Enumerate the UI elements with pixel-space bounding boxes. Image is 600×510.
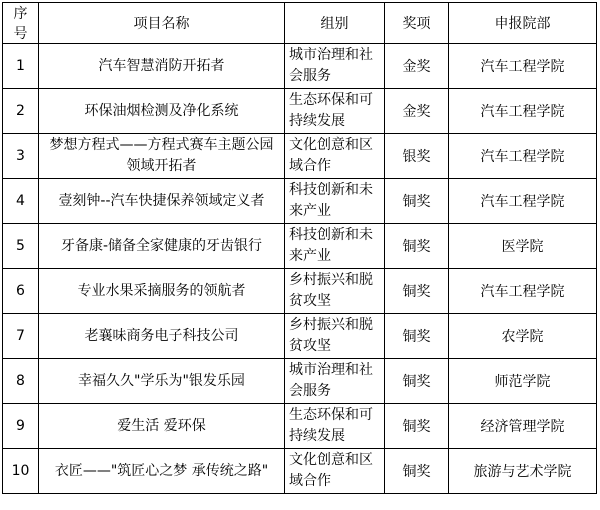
cell-index: 7 bbox=[3, 314, 39, 359]
cell-group: 科技创新和未来产业 bbox=[285, 179, 385, 224]
table-row bbox=[3, 134, 597, 179]
cell-group: 科技创新和未来产业 bbox=[285, 224, 385, 269]
cell-award: 银奖 bbox=[385, 134, 449, 179]
cell-department: 医学院 bbox=[449, 224, 597, 269]
cell-group: 生态环保和可持续发展 bbox=[285, 404, 385, 449]
cell-group: 乡村振兴和脱贫攻坚 bbox=[285, 269, 385, 314]
cell-index: 8 bbox=[3, 359, 39, 404]
table-row bbox=[3, 449, 597, 494]
cell-department: 旅游与艺术学院 bbox=[449, 449, 597, 494]
table-row bbox=[3, 359, 597, 404]
cell-award: 铜奖 bbox=[385, 314, 449, 359]
cell-group: 文化创意和区域合作 bbox=[285, 134, 385, 179]
header-index: 序号 bbox=[3, 3, 39, 44]
cell-department: 汽车工程学院 bbox=[449, 269, 597, 314]
cell-project-name: 专业水果采摘服务的领航者 bbox=[39, 269, 285, 314]
awards-table bbox=[2, 2, 597, 494]
cell-award: 铜奖 bbox=[385, 269, 449, 314]
cell-project-name: 衣匠——"筑匠心之梦 承传统之路" bbox=[39, 449, 285, 494]
cell-project-name: 幸福久久"学乐为"银发乐园 bbox=[39, 359, 285, 404]
cell-department: 经济管理学院 bbox=[449, 404, 597, 449]
cell-project-name: 汽车智慧消防开拓者 bbox=[39, 44, 285, 89]
table-row bbox=[3, 314, 597, 359]
cell-group: 乡村振兴和脱贫攻坚 bbox=[285, 314, 385, 359]
cell-index: 9 bbox=[3, 404, 39, 449]
table-row bbox=[3, 89, 597, 134]
cell-project-name: 牙备康-储备全家健康的牙齿银行 bbox=[39, 224, 285, 269]
cell-department: 汽车工程学院 bbox=[449, 89, 597, 134]
cell-index: 1 bbox=[3, 44, 39, 89]
table-row bbox=[3, 44, 597, 89]
cell-group: 城市治理和社会服务 bbox=[285, 359, 385, 404]
cell-index: 2 bbox=[3, 89, 39, 134]
header-dept: 申报院部 bbox=[449, 3, 597, 44]
cell-award: 铜奖 bbox=[385, 179, 449, 224]
cell-department: 农学院 bbox=[449, 314, 597, 359]
cell-award: 铜奖 bbox=[385, 359, 449, 404]
table-body bbox=[3, 44, 597, 494]
header-group: 组别 bbox=[285, 3, 385, 44]
table-row bbox=[3, 179, 597, 224]
header-award: 奖项 bbox=[385, 3, 449, 44]
table-row bbox=[3, 224, 597, 269]
cell-index: 10 bbox=[3, 449, 39, 494]
cell-department: 汽车工程学院 bbox=[449, 134, 597, 179]
cell-award: 金奖 bbox=[385, 89, 449, 134]
cell-group: 生态环保和可持续发展 bbox=[285, 89, 385, 134]
cell-group: 城市治理和社会服务 bbox=[285, 44, 385, 89]
header-row bbox=[3, 3, 597, 44]
cell-project-name: 壹刻钟--汽车快捷保养领域定义者 bbox=[39, 179, 285, 224]
cell-project-name: 梦想方程式——方程式赛车主题公园领域开拓者 bbox=[39, 134, 285, 179]
table-row bbox=[3, 269, 597, 314]
table-row bbox=[3, 404, 597, 449]
cell-index: 3 bbox=[3, 134, 39, 179]
cell-project-name: 环保油烟检测及净化系统 bbox=[39, 89, 285, 134]
header-name: 项目名称 bbox=[39, 3, 285, 44]
cell-department: 师范学院 bbox=[449, 359, 597, 404]
cell-award: 铜奖 bbox=[385, 404, 449, 449]
cell-group: 文化创意和区域合作 bbox=[285, 449, 385, 494]
cell-award: 铜奖 bbox=[385, 449, 449, 494]
cell-project-name: 老襄味商务电子科技公司 bbox=[39, 314, 285, 359]
cell-department: 汽车工程学院 bbox=[449, 44, 597, 89]
cell-index: 5 bbox=[3, 224, 39, 269]
cell-index: 6 bbox=[3, 269, 39, 314]
cell-award: 金奖 bbox=[385, 44, 449, 89]
cell-award: 铜奖 bbox=[385, 224, 449, 269]
cell-department: 汽车工程学院 bbox=[449, 179, 597, 224]
cell-project-name: 爱生活 爱环保 bbox=[39, 404, 285, 449]
cell-index: 4 bbox=[3, 179, 39, 224]
